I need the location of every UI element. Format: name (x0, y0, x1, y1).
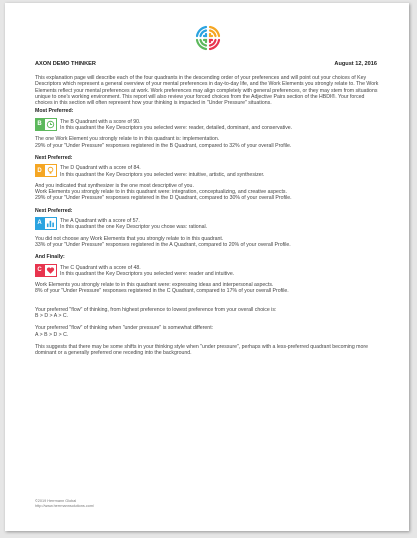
quadrant-section-d (35, 155, 383, 202)
score-line: The B Quadrant with a score of 90. (60, 118, 141, 125)
pressure-flow-label: Your preferred "flow" of thinking when "under pressure" is somewhat different: (35, 325, 214, 332)
report-date: August 12, 2016 (334, 61, 377, 67)
descriptors-line: In this quadrant the Key Descriptors you selected were: intuitive, artistic, and synthesizer. (60, 171, 265, 178)
detail-line: 8% of your "Under Pressure" responses registered in the C Quadrant, compared to 17% of your overall Profile. (35, 288, 289, 295)
score-line: The D Quadrant with a score of 84. (60, 165, 141, 172)
detail-line: And you indicated that synthesizer is the one most descriptive of you. (35, 182, 194, 189)
quadrant-section-c (35, 254, 383, 294)
quadrant-a-badge (35, 217, 57, 230)
heart-icon (44, 264, 57, 277)
quadrant-section-a (35, 208, 383, 248)
score-line: The C Quadrant with a score of 48. (60, 264, 141, 271)
descriptors-line: In this quadrant the one Key Descriptor you chose was: rational. (60, 224, 208, 231)
detail-line: You did not choose any Work Elements that you strongly relate to in this quadrant. (35, 235, 224, 242)
overall-flow-order: B > D > A > C. (35, 313, 69, 320)
bar-chart-icon (44, 217, 57, 230)
quadrant-letter: D (35, 164, 44, 177)
quadrant-c-badge (35, 264, 57, 277)
detail-line: 29% of your "Under Pressure" responses registered in the B Quadrant, compared to 32% of your overall Profile. (35, 142, 292, 149)
detail-line: Work Elements you strongly relate to in this quadrant were: integration, conceptualizing, and creative aspects. (35, 189, 287, 196)
detail-line: The one Work Element you strongly relate to in this quadrant is: implementation. (35, 136, 220, 143)
checklist-clock-icon (44, 118, 57, 131)
descriptors-line: In this quadrant the Key Descriptors you selected were: reader, detailed, dominant, and conservative. (60, 125, 293, 132)
section-title: Next Preferred: (35, 207, 73, 214)
descriptors-line: In this quadrant the Key Descriptors you selected were: reader and intuitive. (60, 270, 235, 277)
quadrant-section-b (35, 108, 383, 148)
quadrant-d-badge (35, 164, 57, 177)
report-page (5, 3, 409, 531)
score-line: The A Quadrant with a score of 57. (60, 218, 140, 225)
quadrant-b-badge (35, 118, 57, 131)
pressure-flow-order: A > B > D > C. (35, 331, 69, 338)
quadrant-letter: B (35, 118, 44, 131)
section-title: Most Preferred: (35, 108, 74, 115)
overall-flow-label: Your preferred "flow" of thinking, from highest preference to lowest preference from your overall choice is: (35, 306, 277, 313)
herrmann-logo-icon (194, 24, 222, 52)
detail-line: 29% of your "Under Pressure" responses registered in the D Quadrant, compared to 30% of your overall Profile. (35, 195, 292, 202)
footer-url: http://www.herrmannsolutions.com/ (35, 504, 95, 508)
thinking-flow (35, 307, 383, 357)
lightbulb-icon (44, 164, 57, 177)
detail-line: 33% of your "Under Pressure" responses registered in the A Quadrant, compared to 20% of your overall Profile. (35, 241, 291, 248)
quadrant-letter: C (35, 264, 44, 277)
report-body (35, 75, 383, 357)
quadrant-letter: A (35, 217, 44, 230)
detail-line: Work Elements you strongly relate to in this quadrant were: expressing ideas and interpersonal aspects. (35, 282, 274, 289)
page-footer (35, 499, 94, 509)
copyright-text: ©2019 Herrmann Global (35, 499, 77, 503)
report-title: AXON DEMO THINKER (35, 61, 96, 67)
intro-paragraph: This explanation page will describe each of the four quadrants in the descending order of your preferences and will point out your choices of Key Descriptors which represent a general overview of your mental preferences in day-to-day life, and the Work Elements you strongly relate to. The Work Elements reflect your mental preferences at work. Work preferences may align completely with general preferences, or they may stem from situations unique to one's working environment. This report will also review your forced choices from the Adjective Pairs section of the HBDI®. Your forced choices in this section will often represent how your thinking is impacted in "Under Pressure" situations. (35, 75, 379, 107)
section-title: And Finally: (35, 254, 65, 261)
section-title: Next Preferred: (35, 154, 73, 161)
flow-summary: This suggests that there may be some shifts in your thinking style when "under pressure", perhaps with a less-preferred quadrant becoming more dominant or a generally preferred one receding into the background. (35, 343, 368, 357)
